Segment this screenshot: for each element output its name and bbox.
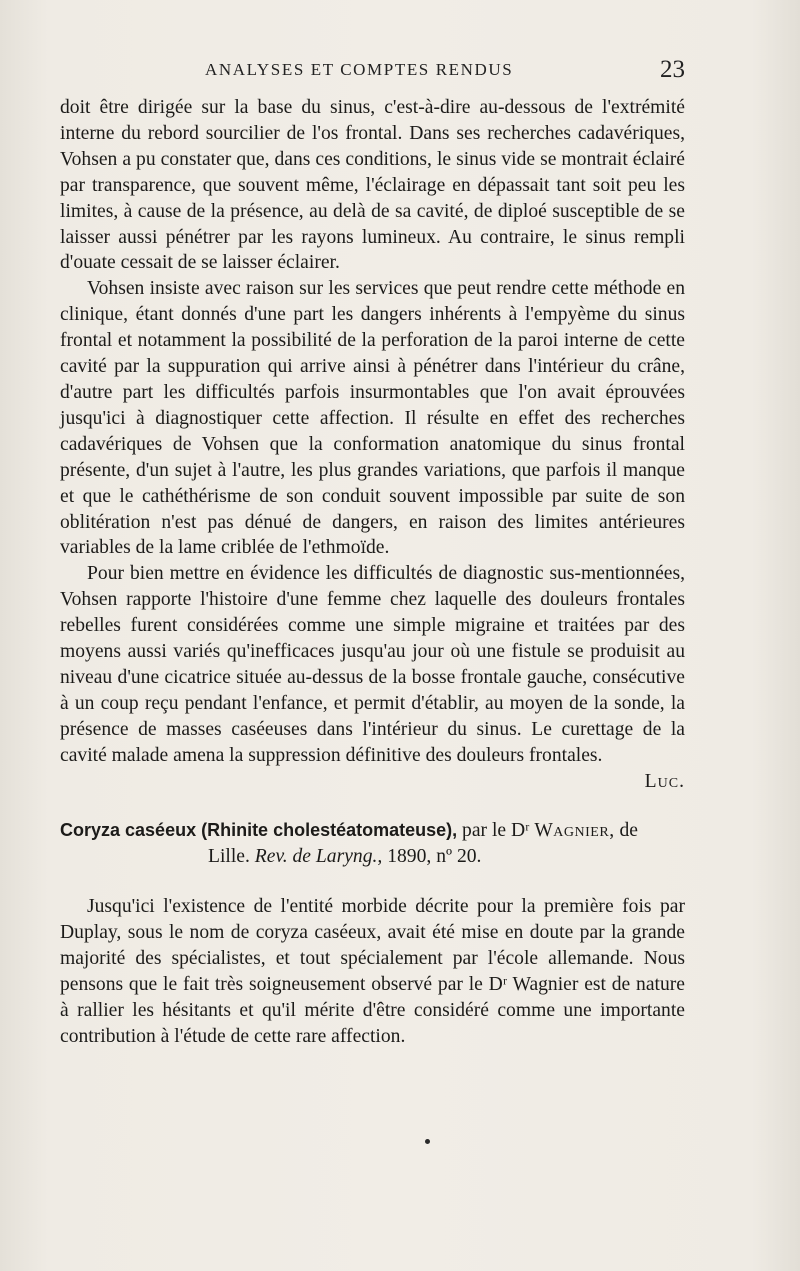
author-signature: Luc. bbox=[644, 770, 685, 792]
signature-line bbox=[60, 769, 685, 795]
ink-speck bbox=[425, 1139, 430, 1144]
article-by: par le Dʳ bbox=[457, 820, 535, 842]
page-number: 23 bbox=[660, 56, 685, 83]
paragraph-review: Jusqu'ici l'existence de l'entité morbide décrite pour la première fois par Duplay, sous le nom de coryza caséeux, avait été mise en doute par la grande majorité des spécialistes, et tout spécialement par l'école allemande. Nous pensons que le fait très soigneusement observé par le Dʳ Wagnier est de nature à rallier les hésitants et qu'il mérite d'être considéré comme une importante contribution à l'étude de cette rare affection. bbox=[60, 896, 685, 1047]
article-city: Lille. bbox=[208, 846, 255, 868]
page-header bbox=[60, 58, 685, 88]
article-journal: Rev. de Laryng., bbox=[254, 846, 383, 868]
article-author: Wagnier, bbox=[534, 820, 615, 842]
article-heading-line-2 bbox=[60, 844, 685, 870]
article-title: Coryza caséeux (Rhinite cholestéatomateuse), bbox=[60, 820, 458, 841]
paragraph-case-report: Pour bien mettre en évidence les difficultés de diagnostic sus-mentionnées, Vohsen rapporte l'histoire d'une femme chez laquelle des douleurs frontales rebelles furent considérées comme une simple migraine et traitées par des moyens aussi variés qu'inefficaces jusqu'au jour où une fistule se produisit au niveau d'une cicatrice située au-dessus de la bosse frontale gauche, consécutive à un coup reçu pendant l'enfance, et permit d'établir, au moyen de la sonde, la présence de masses caséeuses dans l'intérieur du sinus. Le curettage de la cavité malade amena la suppression définitive des douleurs frontales. bbox=[60, 563, 685, 766]
running-head: ANALYSES ET COMPTES RENDUS bbox=[205, 60, 514, 79]
article-heading bbox=[60, 818, 685, 870]
article-place: de bbox=[614, 820, 638, 842]
paragraph-methode: Vohsen insiste avec raison sur les services que peut rendre cette méthode en clinique, étant donnés d'une part les dangers inhérents à l'empyème du sinus frontal et notamment la possibilité de la perforation de la paroi interne de cette cavité par la suppuration qui arrive ainsi à pénétrer dans l'intérieur du crâne, d'autre part les difficultés parfois insurmontables que l'on avait éprouvées jusqu'ici à diagnostiquer cette affection. Il résulte en effet des recherches cadavériques de Vohsen que la conformation anatomique du sinus frontal présente, d'un sujet à l'autre, les plus grandes variations, que parfois il manque et que le cathéthérisme de son conduit souvent impossible par suite de son oblitération n'est pas dénué de dangers, en raison des limites antérieures variables de la lame criblée de l'ethmoïde. bbox=[60, 278, 685, 559]
body-text bbox=[60, 95, 685, 1050]
article-heading-line-1 bbox=[60, 818, 685, 844]
paragraph-continued: doit être dirigée sur la base du sinus, c'est-à-dire au-dessous de l'extrémité interne du rebord sourcilier de l'os frontal. Dans ses recherches cadavériques, Vohsen a pu constater que, dans ces conditions, le sinus vide se montrait éclairé par transparence, que souvent même, l'éclairage en dépassait tant soit peu les limites, à cause de la présence, au delà de sa cavité, de diploé susceptible de se laisser aussi pénétrer par les rayons lumineux. Au contraire, le sinus rempli d'ouate cessait de se laisser éclairer. bbox=[60, 97, 685, 274]
article-citation: 1890, nº 20. bbox=[382, 846, 482, 868]
